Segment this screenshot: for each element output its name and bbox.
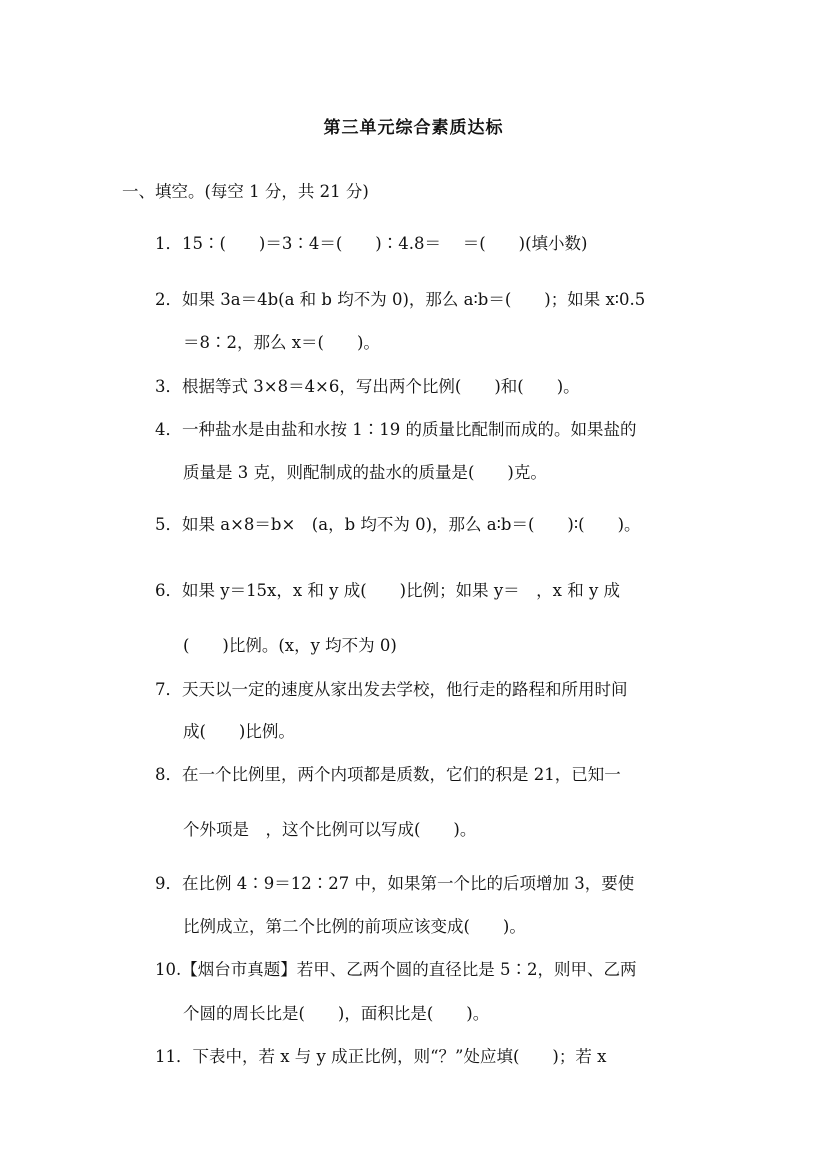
question-8-line-1: 8．在一个比例里，两个内项都是质数，它们的积是 21，已知一 (155, 765, 621, 784)
question-11-line-1: 11．下表中，若 x 与 y 成正比例，则“？”处应填( )；若 x (155, 1047, 607, 1066)
question-10-line-2: 个圆的周长比是( )，面积比是( )。 (183, 1004, 490, 1023)
question-8-line-2: 个外项是 ，这个比例可以写成( )。 (183, 820, 477, 839)
question-9-line-2: 比例成立，第二个比例的前项应该变成( )。 (183, 917, 526, 936)
question-7-line-2: 成( )比例。 (183, 722, 295, 741)
question-6-line-2: ( )比例。(x，y 均不为 0) (183, 636, 397, 655)
question-4-line-2: 质量是 3 克，则配制成的盐水的质量是( )克。 (183, 463, 547, 482)
question-3-line-1: 3．根据等式 3×8＝4×6，写出两个比例( )和( )。 (155, 377, 580, 396)
page-title: 第三单元综合素质达标 (323, 118, 504, 138)
section-heading: 一、填空。(每空 1 分，共 21 分) (122, 182, 369, 201)
question-2-line-1: 2．如果 3a＝4b(a 和 b 均不为 0)，那么 a∶b＝( )；如果 x∶0.5 (155, 290, 646, 309)
question-2-line-2: ＝8∶2，那么 x＝( )。 (183, 333, 380, 352)
question-1-line-1: 1．15∶( )＝3∶4＝( )∶4.8＝ ＝( )(填小数) (155, 234, 588, 253)
question-7-line-1: 7．天天以一定的速度从家出发去学校，他行走的路程和所用时间 (155, 680, 628, 699)
question-4-line-1: 4．一种盐水是由盐和水按 1∶19 的质量比配制而成的。如果盐的 (155, 420, 637, 439)
question-9-line-1: 9．在比例 4∶9＝12∶27 中，如果第一个比的后项增加 3，要使 (155, 874, 635, 893)
question-10-line-1: 10.【烟台市真题】若甲、乙两个圆的直径比是 5∶2，则甲、乙两 (155, 960, 637, 979)
question-6-line-1: 6．如果 y＝15x，x 和 y 成( )比例；如果 y＝ ，x 和 y 成 (155, 581, 621, 600)
question-5-line-1: 5．如果 a×8＝b× (a，b 均不为 0)，那么 a∶b＝( )∶( )。 (155, 515, 641, 534)
